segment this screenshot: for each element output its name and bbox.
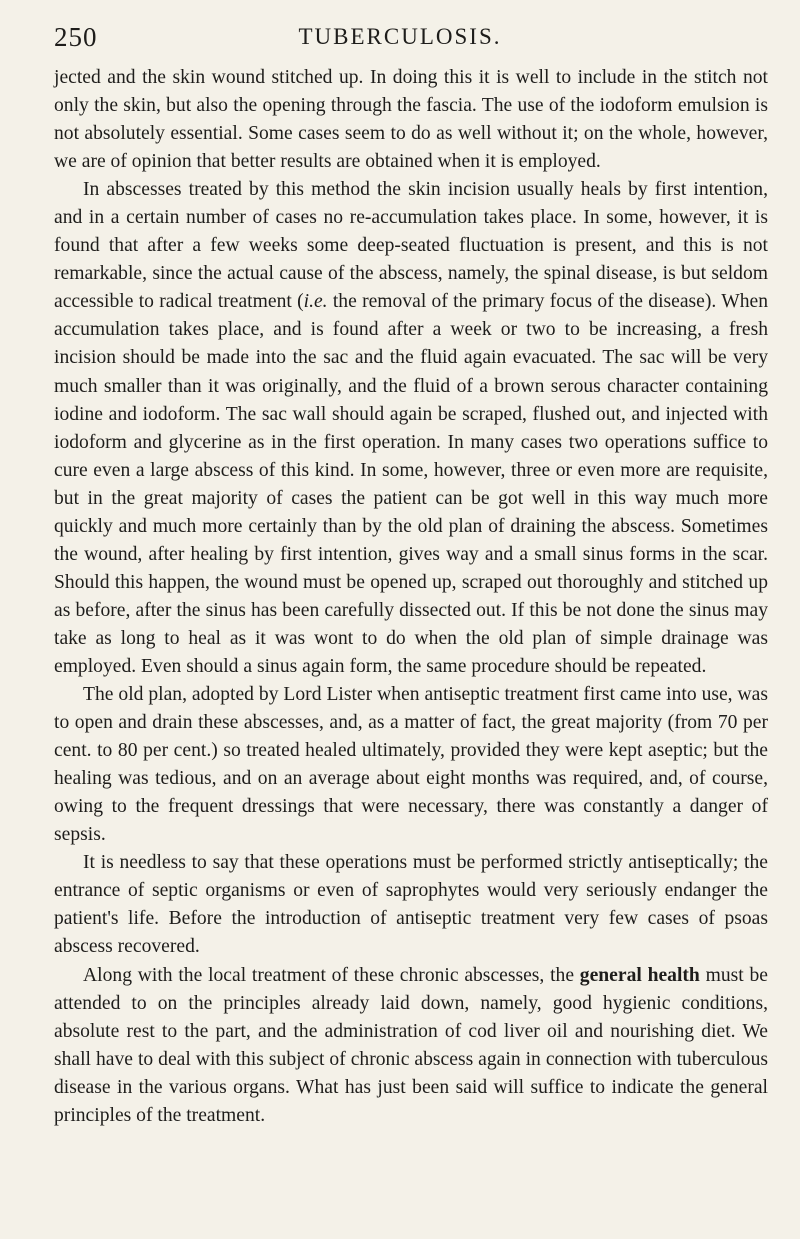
text-run: the removal of the primary focus of the disease). When accumulation takes place, and is found after a week or two to be increasing, a fresh incision should be made into the sac and the fluid again evacuated. The sac will be very much smaller than it was originally, and the fluid of a brown serous character containing iodine and iodoform. The sac wall should again be scraped, flushed out, and injected with iodoform and glycerine as in the first operation. In many cases two operations suffice to cure even a large abscess of this kind. In some, however, three or even more are requisite, but in the great majority of cases the patient can be got well in this way much more quickly and much more certainly than by the old plan of draining the abscess. Sometimes the wound, after healing by first intention, gives way and a small sinus forms in the scar. Should this happen, the wound must be opened up, scraped out thoroughly and stitched up as before, after the sinus has been carefully dissected out. If this be not done the sinus may take as long to heal as it was wont to do when the old plan of simple drainage was employed. Even should a sinus again form, the same procedure should be repeated. xyxy=(54,291,768,677)
text-run: must be attended to on the principles already laid down, namely, good hygienic conditions, absolute rest to the part, and the administration of cod liver oil and nourishing diet. We shall have to deal with this subject of chronic abscess again in connection with tuberculous disease in the various organs. What has just been said will suffice to indicate the general principles of the treatment. xyxy=(54,964,768,1126)
paragraph xyxy=(54,176,768,681)
paragraph xyxy=(54,962,768,1130)
body-text xyxy=(54,64,768,1130)
text-run: Along with the local treatment of these chronic abscesses, the xyxy=(83,964,580,986)
paragraph: jected and the skin wound stitched up. In doing this it is well to include in the stitch not only the skin, but also the opening through the fascia. The use of the iodoform emulsion is not absolutely essential. Some cases seem to do as well without it; on the whole, however, we are of opinion that better results are obtained when it is employed. xyxy=(54,67,768,173)
page-number: 250 xyxy=(54,22,98,52)
running-title: TUBERCULOSIS. xyxy=(298,24,502,49)
text-run: In abscesses treated by this method the skin incision usually heals by first intention, and in a certain number of cases no re-accumulation takes place. In some, however, it is found that after a few weeks some deep-seated fluctuation is present, and this is not remarkable, since the actual cause of the abscess, namely, the spinal disease, is but seldom accessible to radical treatment ( xyxy=(54,179,768,313)
paragraph: It is needless to say that these operations must be performed strictly antiseptically; the entrance of septic organisms or even of saprophytes would very seriously endanger the patient's life. Before the introduction of antiseptic treatment very few cases of psoas abscess recovered. xyxy=(54,852,768,958)
paragraph: The old plan, adopted by Lord Lister when antiseptic treatment first came into use, was to open and drain these abscesses, and, as a matter of fact, the great majority (from 70 per cent. to 80 per cent.) so treated healed ultimately, provided they were kept aseptic; but the healing was tedious, and on an average about eight months was required, and, of course, owing to the frequent dressings that were necessary, there was constantly a danger of sepsis. xyxy=(54,684,768,846)
italic-abbreviation: i.e. xyxy=(303,291,328,313)
bold-term: general health xyxy=(579,964,700,986)
